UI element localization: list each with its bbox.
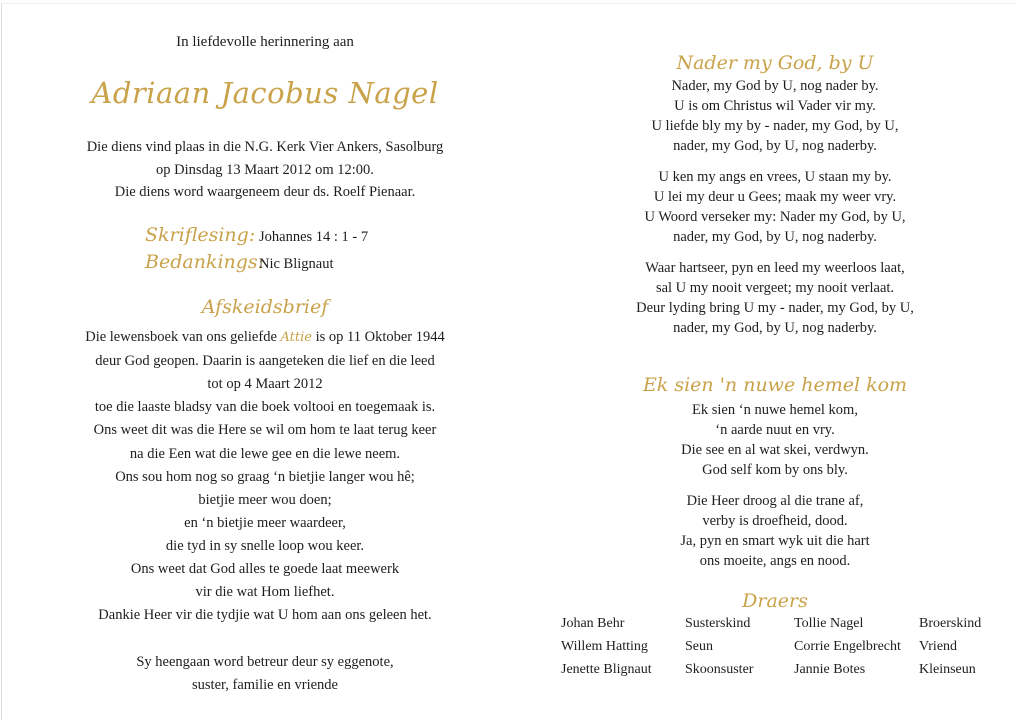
bearer-relation: Susterskind xyxy=(685,616,751,631)
hymn-line: Ja, pyn en smart wyk uit die hart xyxy=(680,533,870,549)
hymn-line: Nader, my God by U, nog nader by. xyxy=(671,78,879,94)
scripture-row xyxy=(145,224,368,246)
bearer-name: Corrie Engelbrecht xyxy=(794,639,901,654)
hymn-line: nader, my God, by U, nog naderby. xyxy=(673,229,877,245)
hymn2-title: Ek sien 'n nuwe hemel kom xyxy=(642,374,908,396)
letter-line: toe die laaste bladsy van die boek voltooi en toegemaak is. xyxy=(94,399,436,415)
bearer-relation: Kleinseun xyxy=(919,662,976,677)
hymn1-title: Nader my God, by U xyxy=(676,52,874,74)
bearer-name: Tollie Nagel xyxy=(794,616,864,631)
hymn-line: U ken my angs en vrees, U staan my by. xyxy=(658,169,892,185)
bearer-relation: Broerskind xyxy=(919,616,982,631)
bearer-name: Jannie Botes xyxy=(794,662,866,677)
thanks-value: Nic Blignaut xyxy=(259,256,334,272)
mourned-line: Sy heengaan word betreur deur sy eggenote, xyxy=(136,654,394,670)
bearer-name: Johan Behr xyxy=(561,616,625,631)
letter-line: tot op 4 Maart 2012 xyxy=(207,376,323,392)
hymn-line: U lei my deur u Gees; maak my weer vry. xyxy=(653,189,897,205)
letter-line: bietjie meer wou doen; xyxy=(198,492,332,508)
hymn-line: verby is droefheid, dood. xyxy=(702,513,848,529)
letter-line: na die Een wat die lewe gee en die lewe neem. xyxy=(129,446,401,462)
bearer-relation: Seun xyxy=(685,639,713,654)
nickname: Attie xyxy=(280,330,312,345)
letter-line: Ons weet dat God alles te goede laat meewerk xyxy=(130,561,400,577)
letter-line: en ‘n bietjie meer waardeer, xyxy=(184,515,346,531)
letter-text: Die lewensboek van ons geliefde xyxy=(85,329,277,345)
scripture-value: Johannes 14 : 1 - 7 xyxy=(259,229,369,245)
letter-line: Ons weet dit was die Here se wil om hom te laat terug keer xyxy=(93,422,437,438)
letter-line: Ons sou hom nog so graag ‘n bietjie langer wou hê; xyxy=(115,469,415,485)
service-line: Die diens vind plaas in die N.G. Kerk Vier Ankers, Sasolburg xyxy=(86,139,444,155)
bearer-name: Willem Hatting xyxy=(561,639,648,654)
hymn-line: U liefde bly my by - nader, my God, by U, xyxy=(651,118,899,134)
hymn-line: Die Heer droog al die trane af, xyxy=(686,493,864,509)
thanks-label: Bedankings: xyxy=(145,251,265,273)
letter-line: deur God geopen. Daarin is aangeteken die lief en die leed xyxy=(95,353,435,369)
hymn-line: Die see en al wat skei, verdwyn. xyxy=(681,442,869,458)
scripture-label: Skriflesing: xyxy=(145,224,256,246)
intro-text: In liefdevolle herinnering aan xyxy=(176,34,354,50)
letter-line: vir die wat Hom liefhet. xyxy=(195,584,335,600)
letter-line: die tyd in sy snelle loop wou keer. xyxy=(165,538,365,554)
bearer-name: Jenette Blignaut xyxy=(561,662,652,677)
deceased-name: Adriaan Jacobus Nagel xyxy=(91,76,439,110)
letter-heading: Afskeidsbrief xyxy=(201,296,329,318)
hymn-line: ons moeite, angs en nood. xyxy=(699,553,851,569)
service-line: op Dinsdag 13 Maart 2012 om 12:00. xyxy=(156,162,374,178)
hymn-line: U is om Christus wil Vader vir my. xyxy=(674,98,876,114)
mourned-line: suster, familie en vriende xyxy=(192,677,338,693)
thanks-row xyxy=(145,251,334,273)
bearer-relation: Vriend xyxy=(919,639,958,654)
hymn-line: sal U my nooit vergeet; my nooit verlaat. xyxy=(655,280,895,296)
hymn-line: ‘n aarde nuut en vry. xyxy=(715,422,835,438)
bearers-heading: Draers xyxy=(742,590,808,612)
hymn-line: U Woord verseker my: Nader my God, by U, xyxy=(644,209,906,225)
hymn-line: Waar hartseer, pyn en leed my weerloos laat, xyxy=(645,260,905,276)
bearer-relation: Skoonsuster xyxy=(685,662,754,677)
letter-line: Dankie Heer vir die tydjie wat U hom aan ons geleen het. xyxy=(98,607,432,623)
hymn-line: Ek sien ‘n nuwe hemel kom, xyxy=(692,402,858,418)
letter-text: is op 11 Oktober 1944 xyxy=(315,329,445,345)
letter-line xyxy=(40,329,490,346)
hymn-line: nader, my God, by U, nog naderby. xyxy=(673,138,877,154)
hymn-line: nader, my God, by U, nog naderby. xyxy=(673,320,877,336)
hymn-line: Deur lyding bring U my - nader, my God, by U, xyxy=(636,300,914,316)
service-line: Die diens word waargeneem deur ds. Roelf Pienaar. xyxy=(114,184,416,200)
hymn-line: God self kom by ons bly. xyxy=(702,462,848,478)
